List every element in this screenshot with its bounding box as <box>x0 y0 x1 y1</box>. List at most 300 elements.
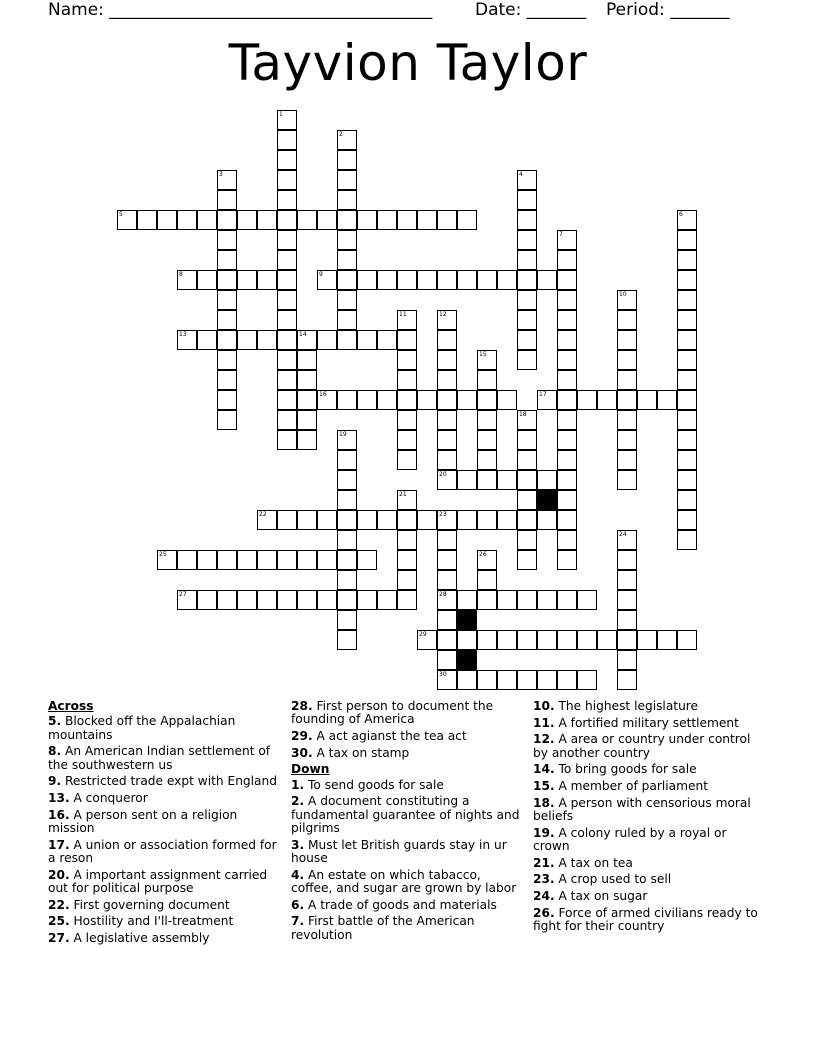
grid-cell[interactable] <box>497 630 517 650</box>
grid-cell[interactable] <box>477 450 497 470</box>
grid-cell[interactable] <box>597 390 617 410</box>
grid-cell[interactable] <box>557 670 577 690</box>
grid-cell[interactable] <box>477 430 497 450</box>
clue-text: A member of parliament <box>554 779 708 794</box>
grid-cell[interactable] <box>437 610 457 630</box>
grid-cell[interactable] <box>237 210 257 230</box>
grid-cell[interactable] <box>277 210 297 230</box>
grid-cell[interactable] <box>417 270 437 290</box>
grid-cell[interactable] <box>677 430 697 450</box>
grid-cell[interactable] <box>257 270 277 290</box>
clue-text: A document constituting a fundamental guarantee of nights and pilgrims <box>291 794 520 835</box>
grid-cell[interactable] <box>617 470 637 490</box>
grid-cell[interactable] <box>257 210 277 230</box>
grid-cell[interactable] <box>557 330 577 350</box>
grid-cell[interactable] <box>557 530 577 550</box>
grid-cell[interactable] <box>517 530 537 550</box>
grid-cell[interactable] <box>677 390 697 410</box>
grid-cell[interactable] <box>277 550 297 570</box>
grid-cell[interactable] <box>557 270 577 290</box>
grid-cell[interactable] <box>297 590 317 610</box>
grid-cell[interactable] <box>617 430 637 450</box>
grid-cell[interactable] <box>397 510 417 530</box>
grid-cell[interactable] <box>437 550 457 570</box>
grid-cell[interactable] <box>517 670 537 690</box>
grid-cell[interactable] <box>617 350 637 370</box>
grid-cell[interactable] <box>517 190 537 210</box>
grid-cell[interactable] <box>517 210 537 230</box>
grid-cell[interactable] <box>537 590 557 610</box>
grid-cell[interactable] <box>197 210 217 230</box>
grid-cell[interactable] <box>477 410 497 430</box>
grid-cell[interactable] <box>337 150 357 170</box>
grid-cell[interactable] <box>277 290 297 310</box>
grid-cell[interactable] <box>457 590 477 610</box>
grid-cell[interactable] <box>557 370 577 390</box>
clue-text: Blocked off the Appalachian mountains <box>48 714 236 742</box>
grid-cell[interactable] <box>257 330 277 350</box>
grid-cell[interactable] <box>337 490 357 510</box>
clue-number-1: 1 <box>279 111 283 118</box>
grid-cell[interactable] <box>337 210 357 230</box>
grid-cell[interactable] <box>337 530 357 550</box>
grid-cell[interactable] <box>677 410 697 430</box>
grid-cell[interactable] <box>657 390 677 410</box>
grid-cell[interactable] <box>437 370 457 390</box>
grid-cell[interactable] <box>277 350 297 370</box>
grid-cell[interactable] <box>557 310 577 330</box>
grid-cell[interactable] <box>177 550 197 570</box>
grid-cell[interactable] <box>397 210 417 230</box>
grid-cell[interactable] <box>377 510 397 530</box>
grid-cell[interactable] <box>197 270 217 290</box>
down-heading: Down <box>291 762 330 777</box>
grid-cell[interactable] <box>217 590 237 610</box>
grid-cell[interactable] <box>337 630 357 650</box>
grid-cell[interactable] <box>437 430 457 450</box>
grid-cell[interactable] <box>557 590 577 610</box>
grid-cell[interactable] <box>437 530 457 550</box>
clue-text: A legislative assembly <box>69 930 210 945</box>
grid-cell[interactable] <box>137 210 157 230</box>
grid-cell[interactable] <box>217 190 237 210</box>
grid-cell[interactable] <box>217 250 237 270</box>
grid-cell[interactable] <box>337 510 357 530</box>
grid-cell[interactable] <box>457 210 477 230</box>
grid-cell[interactable] <box>397 570 417 590</box>
grid-cell[interactable] <box>457 510 477 530</box>
grid-cell[interactable] <box>397 550 417 570</box>
grid-cell[interactable] <box>677 490 697 510</box>
clue-number: 1. <box>291 777 305 792</box>
grid-cell[interactable] <box>257 590 277 610</box>
across-clue <box>48 775 280 788</box>
grid-cell[interactable] <box>477 370 497 390</box>
grid-cell[interactable] <box>557 250 577 270</box>
grid-cell[interactable] <box>517 250 537 270</box>
clue-text: To send goods for sale <box>304 777 444 792</box>
grid-cell[interactable] <box>217 390 237 410</box>
clue-number: 3. <box>291 837 305 852</box>
grid-cell[interactable] <box>437 410 457 430</box>
grid-cell[interactable] <box>337 550 357 570</box>
clue-text: A union or association formed for a reson <box>48 837 277 865</box>
grid-cell[interactable] <box>677 310 697 330</box>
grid-cell[interactable] <box>437 450 457 470</box>
clue-text: A area or country under control by another country <box>533 732 751 760</box>
across-clue <box>291 700 523 727</box>
down-clue <box>533 763 765 776</box>
grid-cell[interactable] <box>217 350 237 370</box>
grid-cell[interactable] <box>617 610 637 630</box>
grid-cell[interactable] <box>557 290 577 310</box>
clue-number-11: 11 <box>399 311 407 318</box>
grid-cell[interactable] <box>297 390 317 410</box>
grid-cell[interactable] <box>237 270 257 290</box>
grid-cell[interactable] <box>617 570 637 590</box>
grid-cell[interactable] <box>537 470 557 490</box>
grid-cell[interactable] <box>277 270 297 290</box>
grid-cell[interactable] <box>157 210 177 230</box>
across-clue <box>48 915 280 928</box>
grid-cell[interactable] <box>357 390 377 410</box>
grid-cell[interactable] <box>217 270 237 290</box>
clue-number-21: 21 <box>399 491 407 498</box>
grid-cell[interactable] <box>537 630 557 650</box>
down-clue <box>533 797 765 824</box>
grid-cell[interactable] <box>217 410 237 430</box>
grid-cell[interactable] <box>477 270 497 290</box>
grid-cell[interactable] <box>297 430 317 450</box>
grid-cell[interactable] <box>617 330 637 350</box>
grid-cell[interactable] <box>617 670 637 690</box>
grid-cell[interactable] <box>677 350 697 370</box>
clue-number-9: 9 <box>319 271 323 278</box>
grid-cell[interactable] <box>517 550 537 570</box>
grid-cell[interactable] <box>677 230 697 250</box>
grid-cell[interactable] <box>677 370 697 390</box>
grid-cell[interactable] <box>617 650 637 670</box>
grid-cell[interactable] <box>517 290 537 310</box>
grid-cell[interactable] <box>417 510 437 530</box>
grid-cell[interactable] <box>337 450 357 470</box>
grid-cell[interactable] <box>497 670 517 690</box>
grid-cell[interactable] <box>557 490 577 510</box>
grid-cell[interactable] <box>417 390 437 410</box>
grid-cell[interactable] <box>677 270 697 290</box>
grid-cell[interactable] <box>517 350 537 370</box>
grid-cell[interactable] <box>677 290 697 310</box>
grid-cell[interactable] <box>297 550 317 570</box>
grid-cell[interactable] <box>277 130 297 150</box>
grid-cell[interactable] <box>437 330 457 350</box>
grid-cell[interactable] <box>397 270 417 290</box>
clue-number: 13. <box>48 790 70 805</box>
grid-cell[interactable] <box>517 310 537 330</box>
grid-cell[interactable] <box>497 470 517 490</box>
grid-cell[interactable] <box>617 410 637 430</box>
grid-cell[interactable] <box>517 270 537 290</box>
grid-cell[interactable] <box>297 510 317 530</box>
grid-cell[interactable] <box>237 330 257 350</box>
grid-cell[interactable] <box>397 390 417 410</box>
grid-cell[interactable] <box>217 210 237 230</box>
grid-cell[interactable] <box>217 370 237 390</box>
grid-cell[interactable] <box>277 430 297 450</box>
grid-cell[interactable] <box>397 350 417 370</box>
across-clue <box>48 899 280 912</box>
grid-cell[interactable] <box>217 310 237 330</box>
grid-cell[interactable] <box>677 250 697 270</box>
grid-cell[interactable] <box>397 590 417 610</box>
grid-cell[interactable] <box>217 550 237 570</box>
grid-cell[interactable] <box>397 430 417 450</box>
grid-cell[interactable] <box>557 410 577 430</box>
grid-cell[interactable] <box>577 390 597 410</box>
grid-cell[interactable] <box>377 270 397 290</box>
grid-cell[interactable] <box>297 210 317 230</box>
grid-cell[interactable] <box>377 390 397 410</box>
clue-number-25: 25 <box>159 551 167 558</box>
grid-cell[interactable] <box>537 270 557 290</box>
grid-cell[interactable] <box>357 590 377 610</box>
grid-cell[interactable] <box>477 630 497 650</box>
grid-cell[interactable] <box>437 210 457 230</box>
grid-cell[interactable] <box>277 590 297 610</box>
clue-text: A fortified military settlement <box>554 715 739 730</box>
grid-cell[interactable] <box>297 370 317 390</box>
clue-number: 10. <box>533 699 555 713</box>
grid-cell[interactable] <box>457 670 477 690</box>
grid-cell[interactable] <box>337 190 357 210</box>
grid-cell[interactable] <box>277 370 297 390</box>
clue-number-14: 14 <box>299 331 307 338</box>
grid-cell[interactable] <box>437 570 457 590</box>
grid-cell[interactable] <box>337 230 357 250</box>
grid-cell[interactable] <box>497 510 517 530</box>
grid-cell[interactable] <box>317 210 337 230</box>
grid-cell[interactable] <box>337 290 357 310</box>
grid-cell[interactable] <box>197 550 217 570</box>
grid-cell[interactable] <box>317 550 337 570</box>
grid-cell[interactable] <box>497 390 517 410</box>
grid-cell[interactable] <box>237 590 257 610</box>
grid-cell[interactable] <box>197 330 217 350</box>
black-cell <box>457 650 477 670</box>
down-clue <box>533 890 765 903</box>
down-clue <box>291 899 523 912</box>
grid-cell[interactable] <box>357 210 377 230</box>
grid-cell[interactable] <box>337 470 357 490</box>
grid-cell[interactable] <box>317 590 337 610</box>
grid-cell[interactable] <box>317 510 337 530</box>
name-field[interactable]: Name: ______________________________________ <box>48 0 433 20</box>
clue-number: 20. <box>48 867 70 882</box>
grid-cell[interactable] <box>337 330 357 350</box>
grid-cell[interactable] <box>617 550 637 570</box>
grid-cell[interactable] <box>557 470 577 490</box>
grid-cell[interactable] <box>577 630 597 650</box>
grid-cell[interactable] <box>517 490 537 510</box>
grid-cell[interactable] <box>477 470 497 490</box>
period-field[interactable]: Period: _______ <box>606 0 730 20</box>
grid-cell[interactable] <box>617 390 637 410</box>
grid-cell[interactable] <box>337 590 357 610</box>
clue-number-7: 7 <box>559 231 563 238</box>
grid-cell[interactable] <box>417 210 437 230</box>
clue-number: 18. <box>533 795 555 810</box>
grid-cell[interactable] <box>677 450 697 470</box>
grid-cell[interactable] <box>337 570 357 590</box>
grid-cell[interactable] <box>337 310 357 330</box>
grid-cell[interactable] <box>617 630 637 650</box>
clue-number-4: 4 <box>519 171 523 178</box>
grid-cell[interactable] <box>557 350 577 370</box>
clue-text: Force of armed civilians ready to fight for their country <box>533 905 758 934</box>
grid-cell[interactable] <box>217 330 237 350</box>
grid-cell[interactable] <box>177 210 197 230</box>
grid-cell[interactable] <box>257 550 277 570</box>
clue-text: A conqueror <box>69 790 148 805</box>
grid-cell[interactable] <box>377 590 397 610</box>
clue-number: 2. <box>291 794 305 809</box>
grid-cell[interactable] <box>677 510 697 530</box>
grid-cell[interactable] <box>297 350 317 370</box>
grid-cell[interactable] <box>557 550 577 570</box>
grid-cell[interactable] <box>517 330 537 350</box>
grid-cell[interactable] <box>477 390 497 410</box>
grid-cell[interactable] <box>357 330 377 350</box>
down-clue <box>533 717 765 730</box>
grid-cell[interactable] <box>317 330 337 350</box>
across-clue <box>48 869 280 896</box>
grid-cell[interactable] <box>557 630 577 650</box>
grid-cell[interactable] <box>337 610 357 630</box>
grid-cell[interactable] <box>517 590 537 610</box>
grid-cell[interactable] <box>337 270 357 290</box>
grid-cell[interactable] <box>517 630 537 650</box>
grid-cell[interactable] <box>577 670 597 690</box>
grid-cell[interactable] <box>457 630 477 650</box>
grid-cell[interactable] <box>377 330 397 350</box>
grid-cell[interactable] <box>517 430 537 450</box>
grid-cell[interactable] <box>557 390 577 410</box>
grid-cell[interactable] <box>357 550 377 570</box>
clue-text: A person sent on a religion mission <box>48 807 238 835</box>
grid-cell[interactable] <box>657 630 677 650</box>
grid-cell[interactable] <box>217 230 237 250</box>
grid-cell[interactable] <box>337 390 357 410</box>
clue-number: 15. <box>533 779 555 794</box>
grid-cell[interactable] <box>457 390 477 410</box>
grid-cell[interactable] <box>277 390 297 410</box>
clue-number: 11. <box>533 715 555 730</box>
grid-cell[interactable] <box>617 590 637 610</box>
clue-number-22: 22 <box>259 511 267 518</box>
grid-cell[interactable] <box>477 570 497 590</box>
grid-cell[interactable] <box>277 410 297 430</box>
grid-cell[interactable] <box>277 170 297 190</box>
clue-number: 22. <box>48 897 70 912</box>
grid-cell[interactable] <box>477 670 497 690</box>
grid-cell[interactable] <box>277 150 297 170</box>
grid-cell[interactable] <box>457 470 477 490</box>
grid-cell[interactable] <box>617 310 637 330</box>
grid-cell[interactable] <box>277 310 297 330</box>
date-field[interactable]: Date: _______ <box>475 0 587 20</box>
grid-cell[interactable] <box>397 410 417 430</box>
grid-cell[interactable] <box>297 410 317 430</box>
down-clue <box>533 780 765 793</box>
grid-cell[interactable] <box>217 290 237 310</box>
clue-number-8: 8 <box>179 271 183 278</box>
grid-cell[interactable] <box>617 450 637 470</box>
grid-cell[interactable] <box>517 450 537 470</box>
grid-cell[interactable] <box>477 510 497 530</box>
grid-cell[interactable] <box>537 510 557 530</box>
clue-number: 9. <box>48 774 62 789</box>
clue-number: 30. <box>291 745 313 760</box>
grid-cell[interactable] <box>197 590 217 610</box>
grid-cell[interactable] <box>517 510 537 530</box>
grid-cell[interactable] <box>437 650 457 670</box>
clue-number-6: 6 <box>679 211 683 218</box>
grid-cell[interactable] <box>337 250 357 270</box>
grid-cell[interactable] <box>537 670 557 690</box>
grid-cell[interactable] <box>677 530 697 550</box>
grid-cell[interactable] <box>577 590 597 610</box>
grid-cell[interactable] <box>237 550 257 570</box>
grid-cell[interactable] <box>557 450 577 470</box>
grid-cell[interactable] <box>617 370 637 390</box>
across-clue <box>48 792 280 805</box>
grid-cell[interactable] <box>557 510 577 530</box>
grid-cell[interactable] <box>517 470 537 490</box>
grid-cell[interactable] <box>357 510 377 530</box>
grid-cell[interactable] <box>437 350 457 370</box>
grid-cell[interactable] <box>277 250 297 270</box>
grid-cell[interactable] <box>277 190 297 210</box>
grid-cell[interactable] <box>677 330 697 350</box>
grid-cell[interactable] <box>637 630 657 650</box>
grid-cell[interactable] <box>457 270 477 290</box>
grid-cell[interactable] <box>597 630 617 650</box>
grid-cell[interactable] <box>397 370 417 390</box>
grid-cell[interactable] <box>677 470 697 490</box>
grid-cell[interactable] <box>557 430 577 450</box>
grid-cell[interactable] <box>437 390 457 410</box>
grid-cell[interactable] <box>337 170 357 190</box>
grid-cell[interactable] <box>397 530 417 550</box>
grid-cell[interactable] <box>437 630 457 650</box>
grid-cell[interactable] <box>277 230 297 250</box>
grid-cell[interactable] <box>397 330 417 350</box>
down-clue <box>533 700 765 713</box>
grid-cell[interactable] <box>637 390 657 410</box>
grid-cell[interactable] <box>277 510 297 530</box>
grid-cell[interactable] <box>497 270 517 290</box>
grid-cell[interactable] <box>377 210 397 230</box>
grid-cell[interactable] <box>277 330 297 350</box>
grid-cell[interactable] <box>357 270 377 290</box>
grid-cell[interactable] <box>437 270 457 290</box>
grid-cell[interactable] <box>677 630 697 650</box>
grid-cell[interactable] <box>397 450 417 470</box>
grid-cell[interactable] <box>517 230 537 250</box>
grid-cell[interactable] <box>477 590 497 610</box>
clue-text: A act agianst the tea act <box>312 728 467 743</box>
grid-cell[interactable] <box>497 590 517 610</box>
